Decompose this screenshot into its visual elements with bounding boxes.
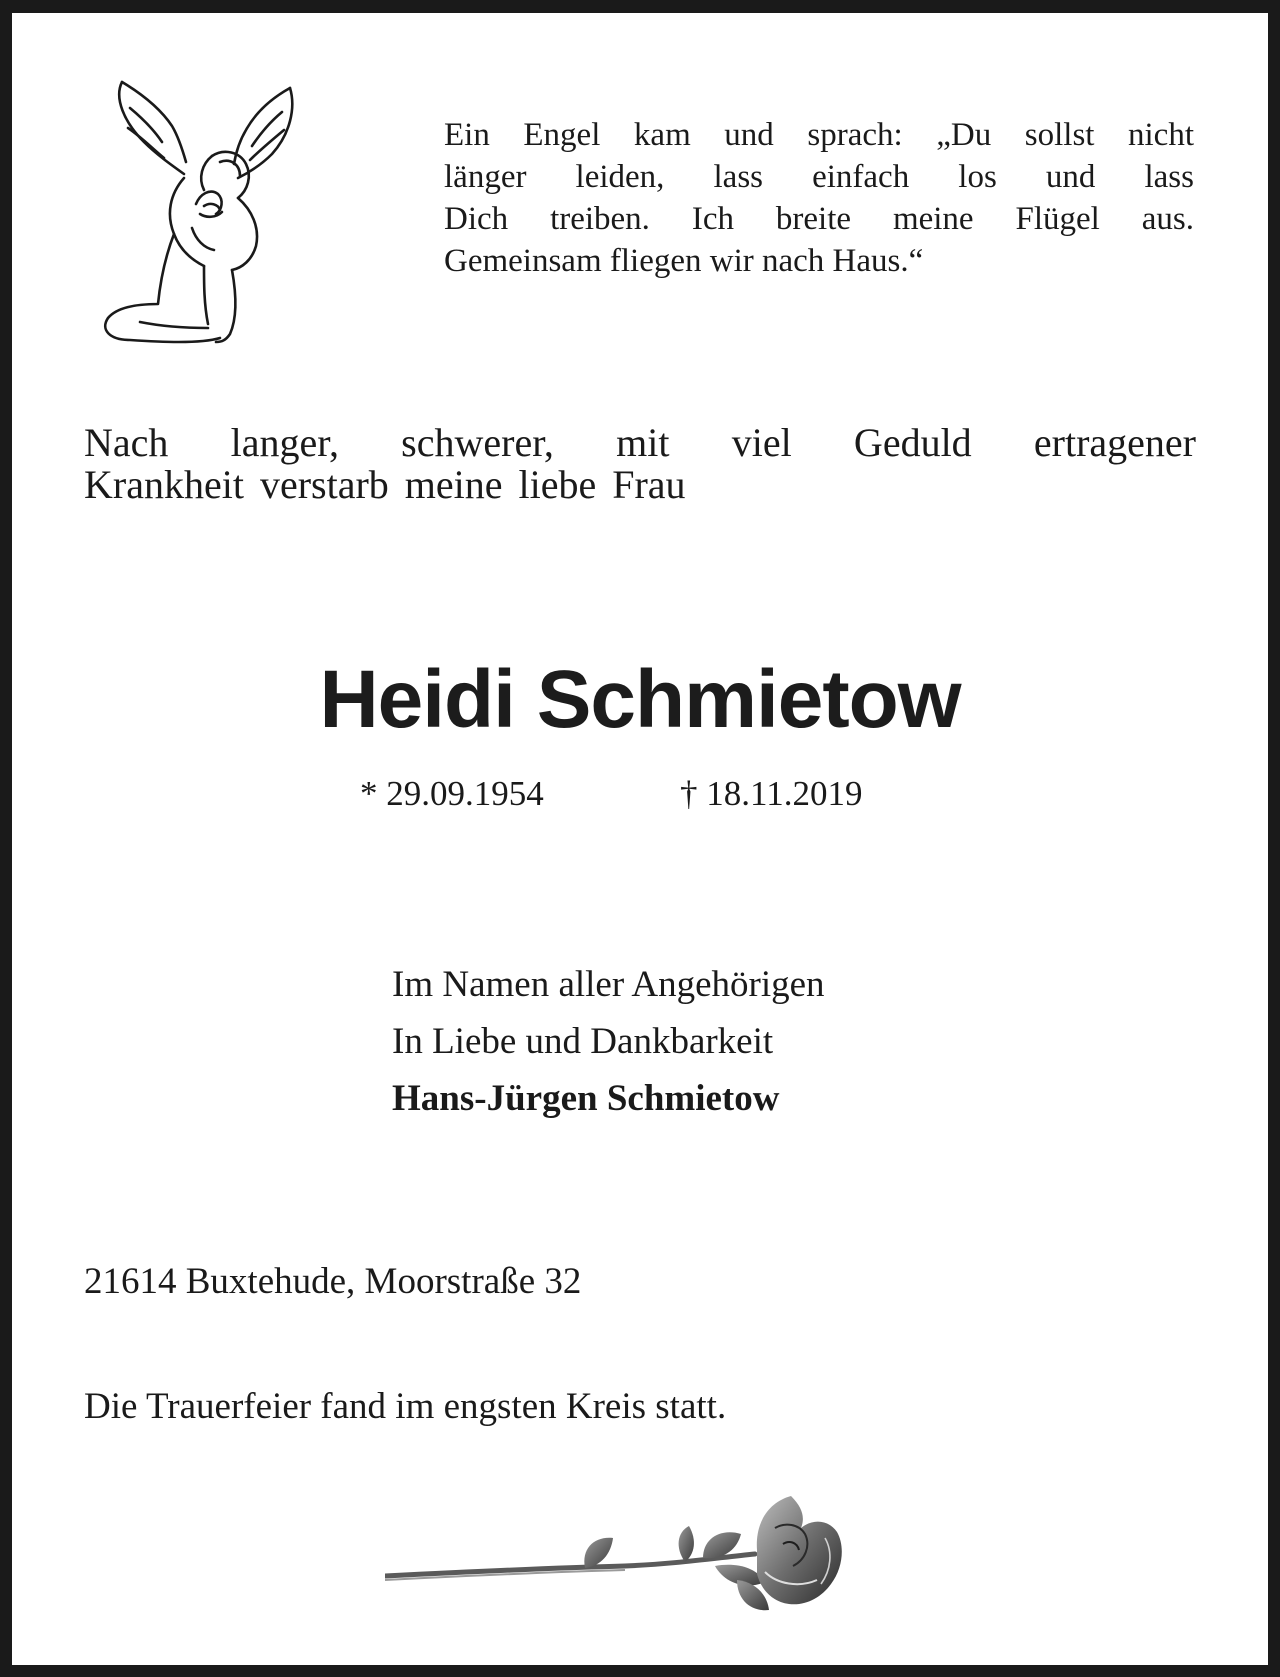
ceremony-note: Die Trauerfeier fand im engsten Kreis statt. bbox=[84, 1386, 727, 1427]
family-line: In Liebe und Dankbarkeit bbox=[392, 1021, 774, 1062]
rose-illustration bbox=[385, 1488, 865, 1628]
address: 21614 Buxtehude, Moorstraße 32 bbox=[84, 1261, 582, 1302]
family-signature bbox=[392, 956, 825, 1127]
intro-line: Nach langer, schwerer, mit viel Geduld ertragener bbox=[84, 420, 1196, 465]
poem-line: Gemeinsam fliegen wir nach Haus.“ bbox=[444, 243, 924, 279]
signer-name: Hans-Jürgen Schmietow bbox=[392, 1078, 780, 1119]
deceased-name: Heidi Schmietow bbox=[319, 654, 961, 745]
birth-date: * 29.09.1954 bbox=[360, 774, 544, 813]
intro-line: Krankheit verstarb meine liebe Frau bbox=[84, 462, 686, 507]
family-line: Im Namen aller Angehörigen bbox=[392, 964, 825, 1005]
intro-text bbox=[84, 422, 1196, 506]
poem-line: Dich treiben. Ich breite meine Flügel aus. bbox=[444, 201, 1194, 237]
angel-illustration bbox=[100, 78, 300, 358]
poem-line: Ein Engel kam und sprach: „Du sollst nicht bbox=[444, 117, 1194, 153]
poem-quote bbox=[444, 114, 1194, 282]
death-date: † 18.11.2019 bbox=[680, 774, 863, 813]
poem-line: länger leiden, lass einfach los und lass bbox=[444, 159, 1194, 195]
